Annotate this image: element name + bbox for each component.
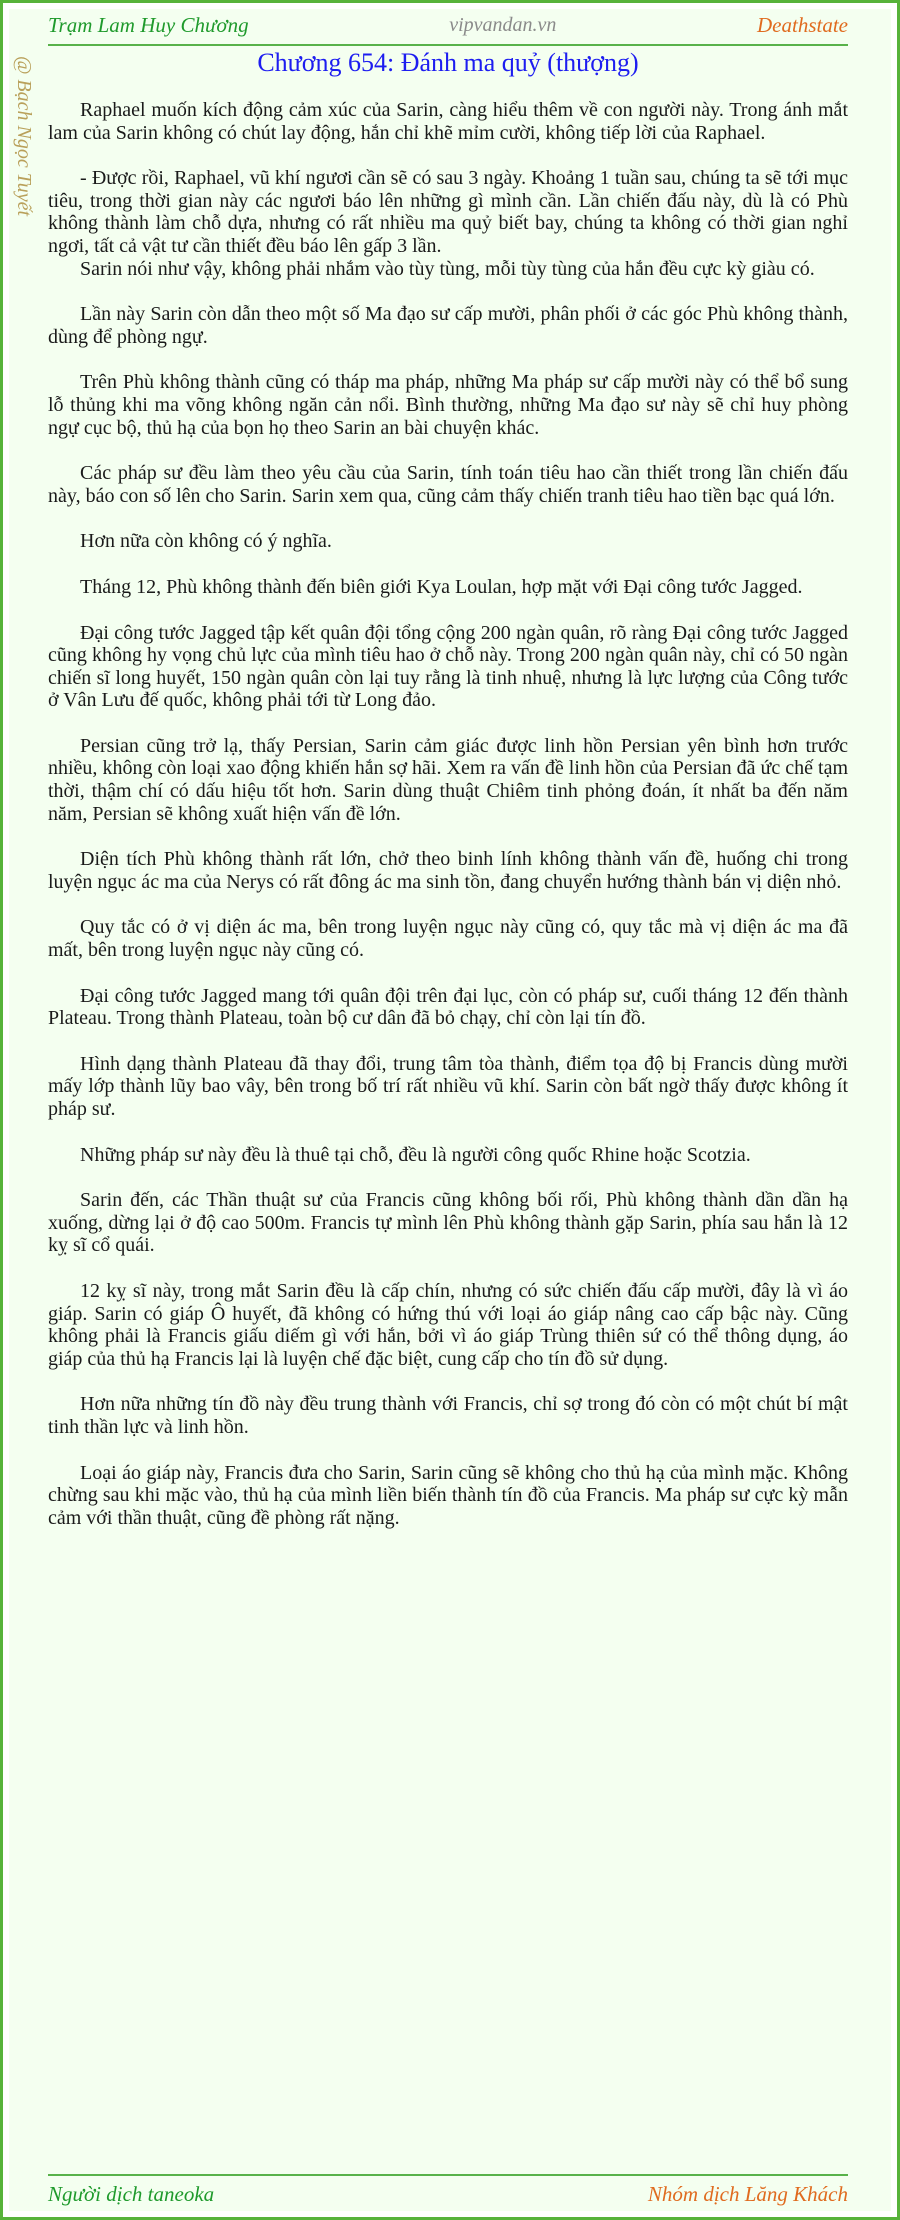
paragraph: Diện tích Phù không thành rất lớn, chở theo binh lính không thành vấn đề, huống chi trong luyện ngục ác ma của Nerys có rất đông ác ma sinh tồn, đang chuyển hướng thành bán vị diện nhỏ. (48, 848, 848, 893)
paragraph: Đại công tước Jagged mang tới quân đội trên đại lục, còn có pháp sư, cuối tháng 12 đến thành Plateau. Trong thành Plateau, toàn bộ cư dân đã bỏ chạy, chỉ còn lại tín đồ. (48, 984, 848, 1030)
header-book-title: Deathstate (757, 12, 848, 37)
paragraph: Đại công tước Jagged tập kết quân đội tổng cộng 200 ngàn quân, rõ ràng Đại công tước Jagged cũng không hy vọng chủ lực của mình tiêu hao ở chỗ này. Trong 200 ngàn quân này, chỉ có 50 ngàn chiến sĩ long huyết, 150 ngàn quân còn lại tuy rằng là tinh nhuệ, nhưng là lực lượng của Công tước ở Vân Lưu đế quốc, không phải tới từ Long đảo. (48, 621, 848, 712)
side-watermark (8, 56, 42, 296)
page-footer (48, 2174, 848, 2212)
footer-translator: Người dịch taneoka (48, 2181, 215, 2206)
paragraph: Những pháp sư này đều là thuê tại chỗ, đều là người công quốc Rhine hoặc Scotzia. (80, 1143, 751, 1166)
paragraph: Hình dạng thành Plateau đã thay đổi, trung tâm tòa thành, điểm tọa độ bị Francis dùng mười mấy lớp thành lũy bao vây, bên trong bố trí rất nhiều vũ khí. Sarin còn bất ngờ thấy được không ít pháp sư. (48, 1052, 848, 1120)
paragraph: Lần này Sarin còn dẫn theo một số Ma đạo sư cấp mười, phân phối ở các góc Phù không thành, dùng để phòng ngự. (48, 303, 848, 348)
paragraph: Hơn nữa những tín đồ này đều trung thành với Francis, chỉ sợ trong đó còn có một chút bí mật tinh thần lực và linh hồn. (48, 1393, 848, 1438)
chapter-body (48, 99, 848, 1529)
paragraph: Trên Phù không thành cũng có tháp ma pháp, những Ma pháp sư cấp mười này có thể bổ sung lỗ thủng khi ma võng không ngăn cản nổi. Bình thường, những Ma đạo sư này sẽ chỉ huy phòng ngự cục bộ, thủ hạ của bọn họ theo Sarin an bài chuyện khác. (48, 371, 848, 439)
paragraph: Các pháp sư đều làm theo yêu cầu của Sarin, tính toán tiêu hao cần thiết trong lần chiến đấu này, báo con số lên cho Sarin. Sarin xem qua, cũng cảm thấy chiến tranh tiêu hao tiền bạc quá lớn. (48, 462, 848, 507)
paragraph: Sarin đến, các Thần thuật sư của Francis cũng không bối rối, Phù không thành dần dần hạ xuống, dừng lại ở độ cao 500m. Francis tự mình lên Phù không thành gặp Sarin, phía sau hắn là 12 kỵ sĩ cổ quái. (48, 1189, 848, 1257)
paragraph: Persian cũng trở lạ, thấy Persian, Sarin cảm giác được linh hồn Persian yên bình hơn trước nhiều, không còn loại xao động khiến hắn sợ hãi. Xem ra vấn đề linh hồn của Persian đã ức chế tạm thời, thậm chí có dấu hiệu tốt hơn. Sarin dùng thuật Chiêm tinh phỏng đoán, ít nhất ba đến năm năm, Persian sẽ không xuất hiện vấn đề lớn. (48, 734, 848, 825)
header-url: vipvandan.vn (449, 13, 557, 36)
side-watermark-text: @ Bạch Ngọc Tuyết (13, 56, 35, 217)
header-site-name: Trạm Lam Huy Chương (48, 12, 249, 37)
paragraph: Sarin nói như vậy, không phải nhắm vào tùy tùng, mỗi tùy tùng của hắn đều cực kỳ giàu có. (80, 257, 815, 280)
paragraph: Tháng 12, Phù không thành đến biên giới Kya Loulan, hợp mặt với Đại công tước Jagged. (80, 575, 803, 598)
paragraph: Hơn nữa còn không có ý nghĩa. (80, 530, 332, 553)
paragraph: - Được rồi, Raphael, vũ khí ngươi cần sẽ có sau 3 ngày. Khoảng 1 tuần sau, chúng ta sẽ tới mục tiêu, trong thời gian này các ngươi báo lên những gì mình cần. Lần chiến đấu này, dù là có Phù không thành làm chỗ dựa, nhưng có rất nhiều ma quỷ biết bay, chúng ta không có thời gian nghỉ ngơi, tất cả vật tư cần thiết đều báo lên gấp 3 lần. (48, 167, 848, 257)
chapter-title: Chương 654: Đánh ma quỷ (thượng) (257, 48, 639, 77)
paragraph: Raphael muốn kích động cảm xúc của Sarin, càng hiểu thêm về con người này. Trong ánh mắt lam của Sarin không có chút lay động, hắn chỉ khẽ mỉm cười, không tiếp lời của Raphael. (48, 99, 848, 144)
paragraph: 12 kỵ sĩ này, trong mắt Sarin đều là cấp chín, nhưng có sức chiến đấu cấp mười, đây là vì áo giáp. Sarin có giáp Ô huyết, đã không có hứng thú với loại áo giáp nâng cao cấp bậc này. Cũng không phải là Francis giấu diếm gì với hắn, bởi vì áo giáp Trùng thiên sứ có thể thông dụng, áo giáp của thủ hạ Francis lại là luyện chế đặc biệt, cung cấp cho tín đồ sử dụng. (48, 1279, 848, 1370)
paragraph: Loại áo giáp này, Francis đưa cho Sarin, Sarin cũng sẽ không cho thủ hạ của mình mặc. Không chừng sau khi mặc vào, thủ hạ của mình liền biến thành tín đồ của Francis. Ma pháp sư cực kỳ mẫn cảm với thần thuật, cũng đề phòng rất nặng. (48, 1461, 848, 1529)
footer-translation-group: Nhóm dịch Lăng Khách (647, 2181, 848, 2206)
page-header (48, 6, 848, 46)
paragraph: Quy tắc có ở vị diện ác ma, bên trong luyện ngục này cũng có, quy tắc mà vị diện ác ma đã mất, bên trong luyện ngục này cũng có. (48, 916, 848, 962)
